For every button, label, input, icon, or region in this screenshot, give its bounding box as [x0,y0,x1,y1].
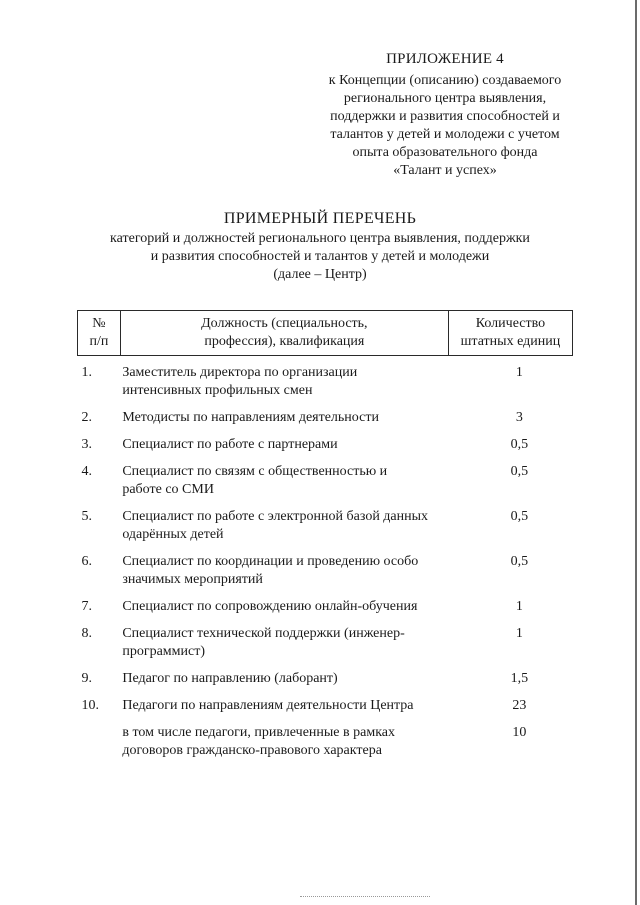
appendix-line: «Талант и успех» [393,163,497,178]
header-position-line: Должность (специальность, [201,316,368,331]
row-quantity: 0,5 [510,554,529,569]
header-quantity-line: штатных единиц [460,334,561,349]
row-position: Специалист по координации и проведению особо значимых мероприятий [122,554,419,587]
row-quantity: 1 [515,365,523,380]
row-number [78,724,121,769]
row-quantity: 1,5 [510,671,529,686]
row-number: 10. [81,698,99,713]
row-position: Педагоги по направлениям деятельности Центра [122,698,414,713]
table-row [78,463,573,508]
header-number-line: № [92,316,106,331]
heading-line: (далее – Центр) [273,267,367,282]
row-position: Специалист по связям с общественностью и работе со СМИ [122,464,388,497]
row-number: 5. [81,509,92,524]
header-position-line: профессия), квалификация [204,334,365,349]
appendix-line: к Концепции (описанию) создаваемого [328,73,562,88]
table-row [78,436,573,463]
table-row [78,670,573,697]
header-number [78,311,121,356]
table-row [78,508,573,553]
table-row [78,409,573,436]
row-number: 2. [81,410,92,425]
row-quantity: 0,5 [510,509,529,524]
appendix-line: опыта образовательного фонда [352,145,538,160]
row-quantity: 1 [515,626,523,641]
table-header-row [78,311,573,356]
appendix-line: регионального центра выявления, [343,91,547,106]
row-quantity: 23 [512,698,527,713]
heading-line: категорий и должностей регионального центра выявления, поддержки [110,231,530,246]
row-position: Специалист по работе с электронной базой данных одарённых детей [122,509,429,542]
row-position: Специалист технической поддержки (инженер-программист) [122,626,405,659]
header-quantity-line: Количество [475,316,546,331]
row-quantity: 0,5 [510,437,529,452]
appendix-line: поддержки и развития способностей и [330,109,560,124]
header-number-line: п/п [89,334,109,349]
row-position: Специалист по работе с партнерами [122,437,338,452]
appendix-title: ПРИЛОЖЕНИЕ 4 [386,51,504,67]
row-position: Педагог по направлению (лаборант) [122,671,338,686]
table-row [78,697,573,724]
header-quantity [448,311,572,356]
header-position [120,311,448,356]
row-number: 7. [81,599,92,614]
table-row [78,625,573,670]
row-quantity: 0,5 [510,464,529,479]
row-number: 1. [81,365,92,380]
row-quantity: 10 [512,725,527,740]
row-quantity: 1 [515,599,523,614]
row-number: 4. [81,464,92,479]
row-position: Методисты по направлениям деятельности [122,410,379,425]
heading-title: ПРИМЕРНЫЙ ПЕРЕЧЕНЬ [223,210,417,227]
row-position: в том числе педагоги, привлеченные в рамках договоров гражданско-правового характера [122,725,396,758]
positions-table [77,310,573,769]
scan-edge-line [635,0,637,905]
row-number: 6. [81,554,92,569]
page-bottom-marks [300,896,430,901]
heading-line: и развития способностей и талантов у детей и молодежи [150,249,490,264]
row-number: 9. [81,671,92,686]
appendix-block [300,50,590,180]
appendix-line: талантов у детей и молодежи с учетом [330,127,560,142]
row-position: Заместитель директора по организации интенсивных профильных смен [122,365,358,398]
table-row [78,364,573,409]
table-row [78,724,573,769]
row-quantity: 3 [515,410,523,425]
row-position: Специалист по сопровождению онлайн-обучения [122,599,418,614]
table-row [78,598,573,625]
list-heading [60,210,580,284]
row-number: 3. [81,437,92,452]
table-row [78,553,573,598]
row-number: 8. [81,626,92,641]
